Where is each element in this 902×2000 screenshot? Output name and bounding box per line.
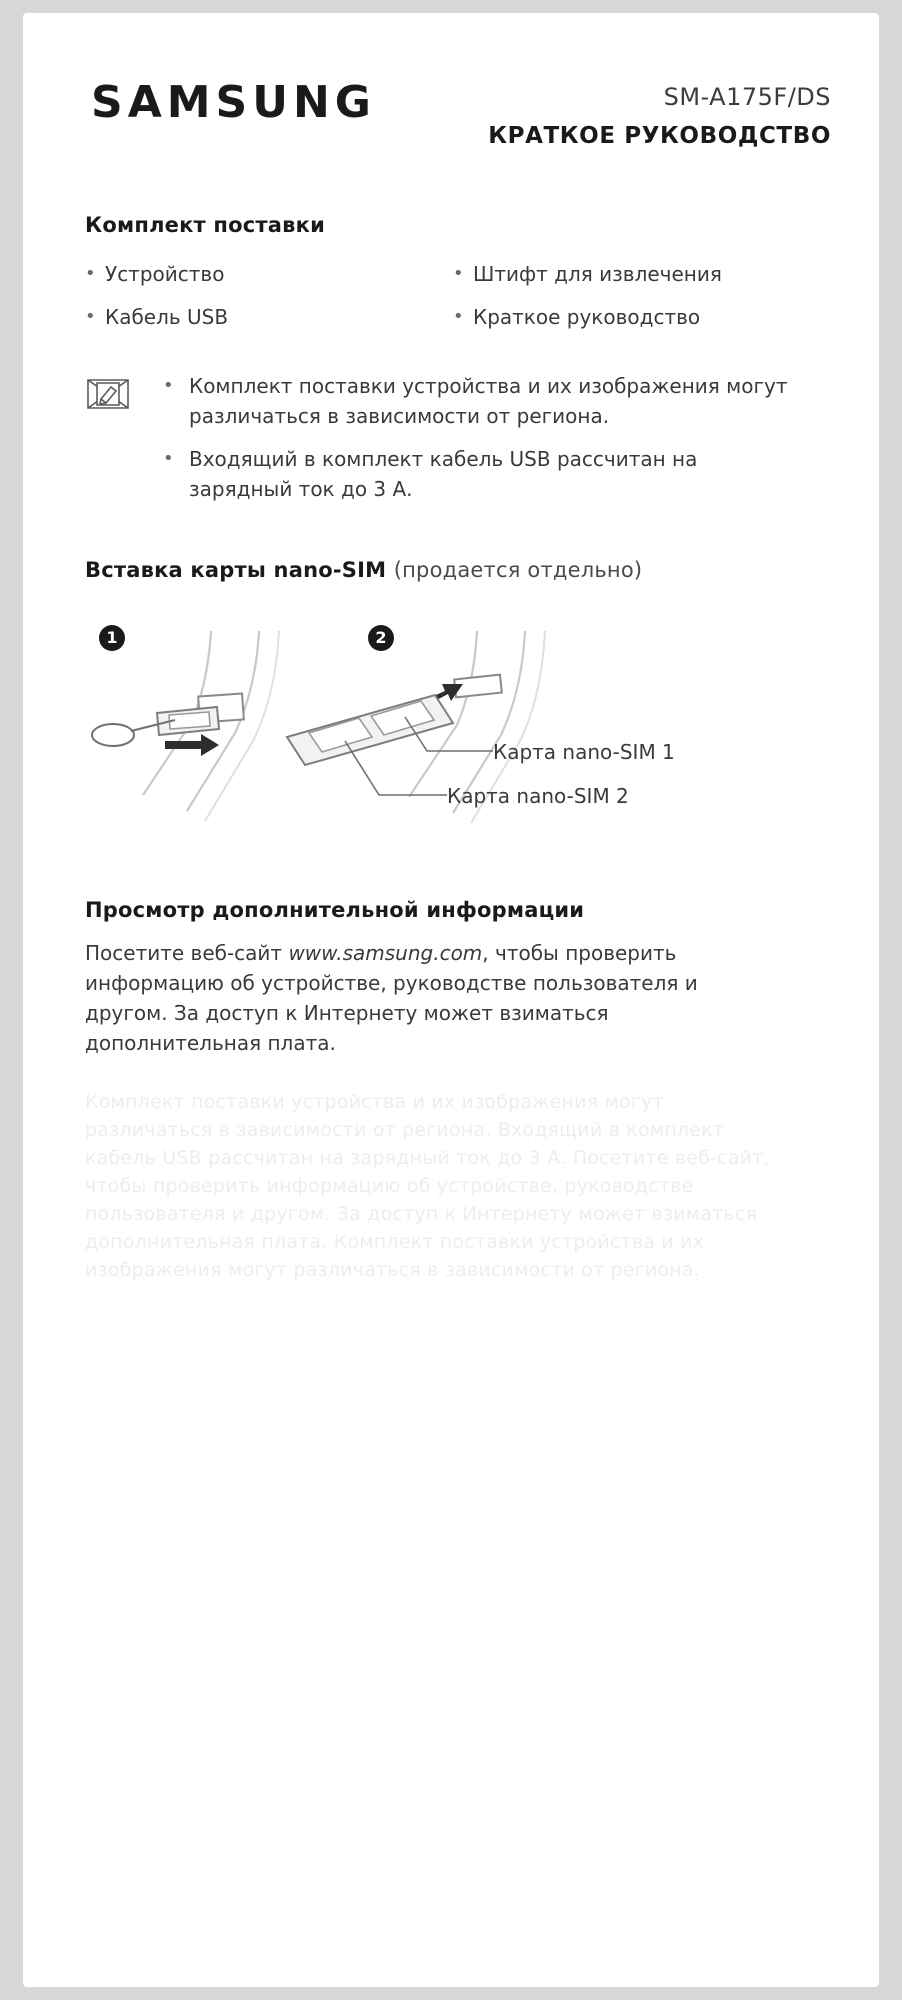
more-info-text-after: , чтобы проверить информацию об устройстве, руководстве пользователя и другом. За доступ к Интернету может взиматься дополнительная плата. xyxy=(85,941,698,1055)
list-item xyxy=(453,261,833,287)
list-item-label: Краткое руководство xyxy=(473,305,701,329)
samsung-logo: SAMSUNG xyxy=(91,77,376,128)
note-list xyxy=(163,371,803,517)
step-badge-2: 2 xyxy=(368,625,394,651)
sim-section-heading-light: (продается отдельно) xyxy=(393,558,643,582)
list-item-label: Штифт для извлечения xyxy=(473,262,722,286)
note-item-text: Входящий в комплект кабель USB рассчитан на зарядный ток до 3 А. xyxy=(189,447,698,501)
step-badge-1: 1 xyxy=(99,625,125,651)
list-item xyxy=(85,261,405,287)
list-item-label: Кабель USB xyxy=(105,305,229,329)
bullet-icon: • xyxy=(163,375,174,396)
bullet-icon: • xyxy=(85,306,96,327)
more-info-paragraph xyxy=(85,938,785,1058)
show-through-text: Комплект поставки устройства и их изображения могут различаться в зависимости от региона. Входящий в комплект кабель USB рассчитан на зарядный ток до 3 А. Посетите веб-сайт, чтобы проверить информацию об устройстве, руководстве пользователя и другом. За доступ к Интернету может взиматься дополнительная плата. Комплект поставки устройства и их изображения могут различаться в зависимости от региона. xyxy=(85,1091,770,1281)
list-item xyxy=(453,304,833,330)
more-info-text-before: Посетите веб-сайт xyxy=(85,941,289,965)
bullet-icon: • xyxy=(453,263,464,284)
note-item xyxy=(163,444,803,504)
box-contents-list-left xyxy=(85,261,405,347)
page-title: КРАТКОЕ РУКОВОДСТВО xyxy=(488,123,831,149)
bullet-icon: • xyxy=(453,306,464,327)
model-number: SM-A175F/DS xyxy=(663,83,831,111)
box-contents-list-right xyxy=(453,261,833,347)
list-item xyxy=(85,304,405,330)
bullet-icon: • xyxy=(163,448,174,469)
bullet-icon: • xyxy=(85,263,96,284)
samsung-website-link[interactable]: www.samsung.com xyxy=(288,941,483,965)
sim-section-heading xyxy=(85,558,642,582)
sim-insertion-diagram xyxy=(83,625,823,875)
more-info-heading: Просмотр дополнительной информации xyxy=(85,898,585,922)
document-page xyxy=(23,13,879,1987)
callout-sim2: Карта nano-SIM 2 xyxy=(447,784,629,808)
sim-section-heading-bold: Вставка карты nano-SIM xyxy=(85,558,387,582)
note-pencil-icon xyxy=(85,375,131,413)
note-item xyxy=(163,371,803,431)
diagram-illustration xyxy=(83,625,823,875)
list-item-label: Устройство xyxy=(105,262,225,286)
callout-sim1: Карта nano-SIM 1 xyxy=(493,740,675,764)
page-inner xyxy=(23,13,879,1987)
note-item-text: Комплект поставки устройства и их изображения могут различаться в зависимости от региона. xyxy=(189,374,788,428)
box-contents-heading: Комплект поставки xyxy=(85,213,326,237)
